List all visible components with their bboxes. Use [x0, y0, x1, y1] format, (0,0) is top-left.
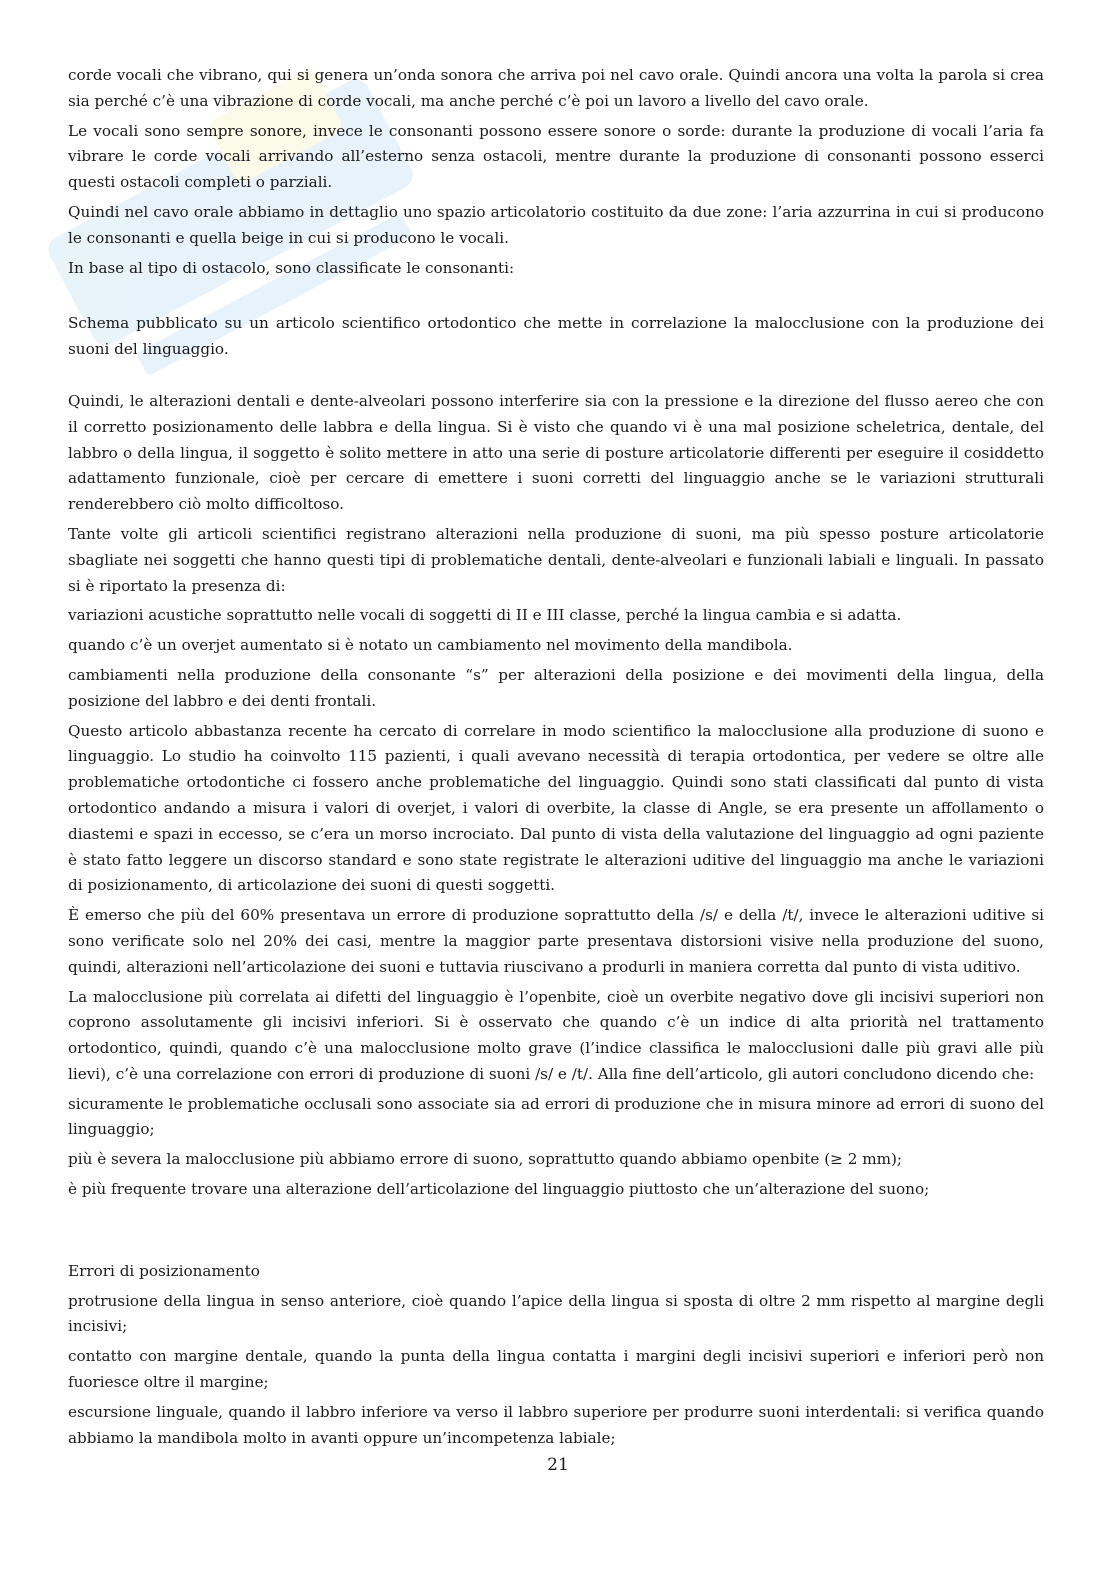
- paragraph-openbite: La malocclusione più correlata ai difetti del linguaggio è l’openbite, cioè un overbite negativo dove gli incisivi superiori non coprono assolutamente gli incisivi inferiori. Si è osservato che quando c’è un indice di alta priorità nel trattamento ortodontico, quindi, quando c’è una malocclusione molto grave (l’indice classifica le malocclusioni dalle più gravi alle più lievi), c’è una correlazione con errori di produzione di suoni /s/ e /t/. Alla fine dell’articolo, gli autori concludono dicendo che:: [68, 987, 1044, 1083]
- list-item: cambiamenti nella produzione della consonante “s” per alterazioni della posizione e dei movimenti della lingua, della posizione del labbro e dei denti frontali.: [68, 665, 1044, 710]
- paragraph-study-results: È emerso che più del 60% presentava un errore di produzione soprattutto della /s/ e della /t/, invece le alterazioni uditive si sono verificate solo nel 20% dei casi, mentre la maggior parte presentava distorsioni visive nella produzione del suono, quindi, alterazioni nell’articolazione dei suoni e tuttavia riuscivano a produrli in maniera corretta dal punto di vista uditivo.: [68, 906, 1044, 976]
- figure-placeholder-gap: [68, 1207, 1044, 1259]
- list-item: sicuramente le problematiche occlusali sono associate sia ad errori di produzione che in misura minore ad errori di suono del linguaggio;: [68, 1094, 1044, 1139]
- paragraph-articulatory-space: Quindi nel cavo orale abbiamo in dettaglio uno spazio articolatorio costituito da due zone: l’aria azzurrina in cui si producono le consonanti e quella beige in cui si producono le vocali.: [68, 202, 1044, 247]
- list-item: protrusione della lingua in senso anteriore, cioè quando l’apice della lingua si sposta di oltre 2 mm rispetto al margine degli incisivi;: [68, 1291, 1044, 1336]
- list-item: è più frequente trovare una alterazione dell’articolazione del linguaggio piuttosto che un’alterazione del suono;: [68, 1180, 930, 1199]
- figure-placeholder-gap: [68, 367, 1044, 389]
- list-item: contatto con margine dentale, quando la punta della lingua contatta i margini degli incisivi superiori e inferiori però non fuoriesce oltre il margine;: [68, 1347, 1044, 1392]
- section-heading: Errori di posizionamento: [68, 1261, 260, 1280]
- list-item: escursione linguale, quando il labbro inferiore va verso il labbro superiore per produrre suoni interdentali: si verifica quando abbiamo la mandibola molto in avanti oppure un’incompetenza labiale;: [68, 1402, 1044, 1447]
- paragraph-scientific-articles: Tante volte gli articoli scientifici registrano alterazioni nella produzione di suoni, ma più spesso posture articolatorie sbagliate nei soggetti che hanno questi tipi di problematiche dentali, dente-alveolari e funzionali labiali e linguali. In passato si è riportato la presenza di:: [68, 524, 1044, 595]
- figure-placeholder-gap: [68, 285, 1044, 311]
- paragraph-schema-caption: Schema pubblicato su un articolo scientifico ortodontico che mette in correlazione la malocclusione con la produzione dei suoni del linguaggio.: [68, 314, 1044, 359]
- paragraph-dental-alterations: Quindi, le alterazioni dentali e dente-alveolari possono interferire sia con la pressione e la direzione del flusso aereo che con il corretto posizionamento delle labbra e della lingua. Si è visto che quando vi è una mal posizione scheletrica, dentale, del labbro o della lingua, il soggetto è solito mettere in atto una serie di posture articolatorie differenti per eseguire il cosiddetto adattamento funzionale, cioè per cercare di emettere i suoni corretti del linguaggio anche se le variazioni strutturali renderebbero ciò molto difficoltoso.: [68, 391, 1044, 514]
- document-body: [68, 63, 1044, 1455]
- paragraph-vowels-consonants: Le vocali sono sempre sonore, invece le consonanti possono essere sonore o sorde: durante la produzione di vocali l’aria fa vibrare le corde vocali arrivando all’esterno senza ostacoli, mentre durante la produzione di consonanti possono esserci questi ostacoli completi o parziali.: [68, 121, 1044, 192]
- paragraph-consonant-classification: In base al tipo di ostacolo, sono classificate le consonanti:: [68, 258, 515, 277]
- page-number: 21: [547, 1455, 569, 1475]
- list-item: quando c’è un overjet aumentato si è notato un cambiamento nel movimento della mandibola.: [68, 636, 793, 655]
- list-item: più è severa la malocclusione più abbiamo errore di suono, soprattutto quando abbiamo openbite (≥ 2 mm);: [68, 1150, 903, 1169]
- paragraph-vocal-cords: corde vocali che vibrano, qui si genera un’onda sonora che arriva poi nel cavo orale. Quindi ancora una volta la parola si crea sia perché c’è una vibrazione di corde vocali, ma anche perché c’è poi un lavoro a livello del cavo orale.: [68, 66, 1044, 110]
- paragraph-study-description: Questo articolo abbastanza recente ha cercato di correlare in modo scientifico la malocclusione alla produzione di suono e linguaggio. Lo studio ha coinvolto 115 pazienti, i quali avevano necessità di terapia ortodontica, per vedere se oltre alle problematiche ortodontiche ci fossero anche problematiche del linguaggio. Quindi sono stati classificati dal punto di vista ortodontico andando a misura i valori di overjet, i valori di overbite, la classe di Angle, se era presente un affollamento o diastemi e spazi in eccesso, se c’era un morso incrociato. Dal punto di vista della valutazione del linguaggio ad ogni paziente è stato fatto leggere un discorso standard e sono state registrate le alterazioni uditive del linguaggio ma anche le variazioni di posizionamento, di articolazione dei suoni di questi soggetti.: [68, 721, 1044, 895]
- list-item: variazioni acustiche soprattutto nelle vocali di soggetti di II e III classe, perché la lingua cambia e si adatta.: [68, 606, 902, 625]
